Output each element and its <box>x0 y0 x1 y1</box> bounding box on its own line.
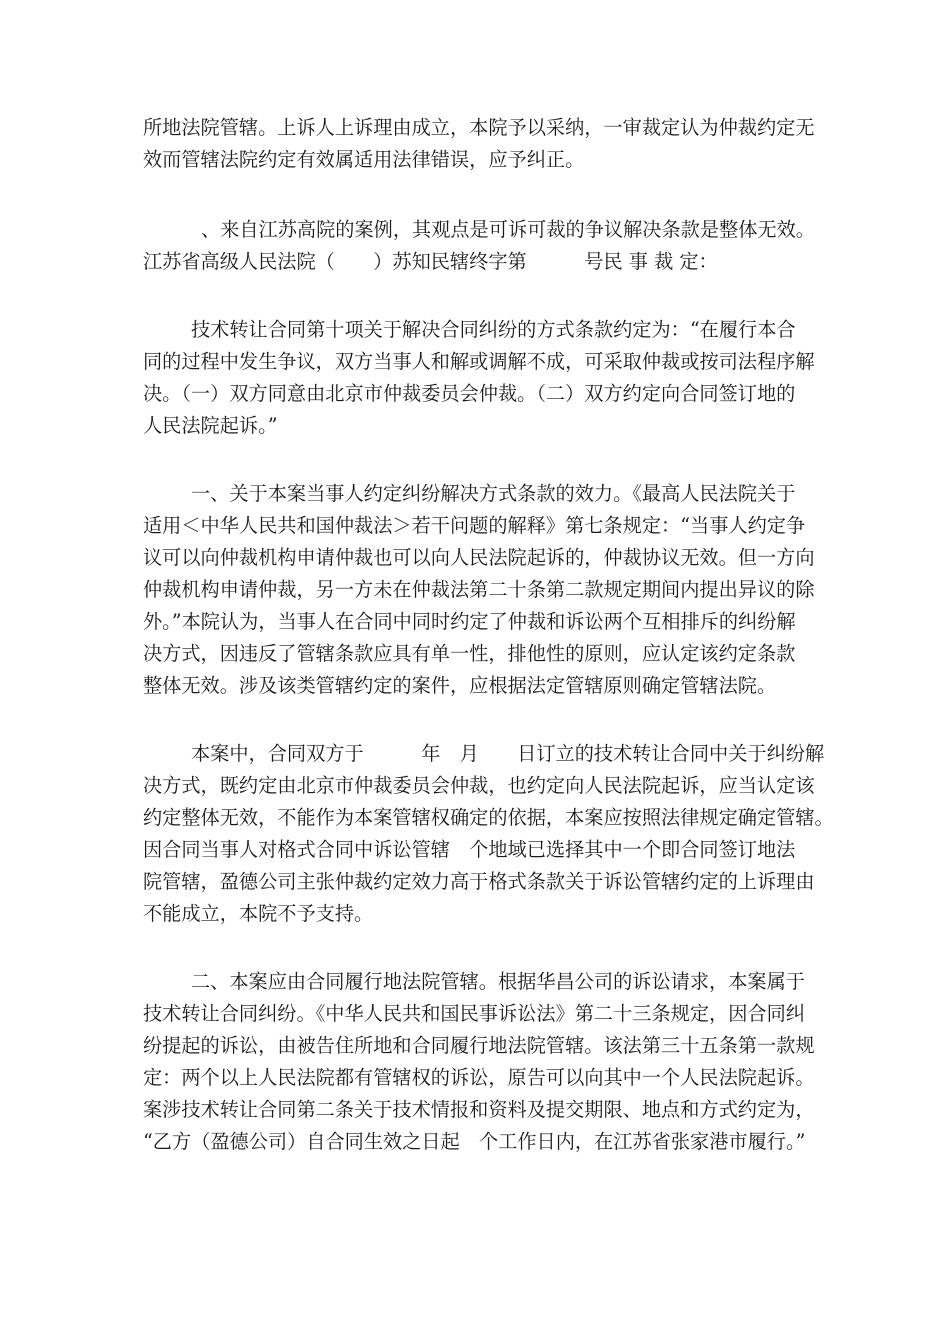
text-line: 同的过程中发生争议，双方当事人和解或调解不成，可采取仲裁或按司法程序解 <box>143 350 815 373</box>
text-line: 技术转让合同第十项关于解决合同纠纷的方式条款约定为：“在履行本合 <box>191 318 796 341</box>
text-line: 纷提起的诉讼，由被告住所地和合同履行地法院管辖。该法第三十五条第一款规 <box>143 1034 815 1057</box>
text-line: 案涉技术转让合同第二条关于技术情报和资料及提交期限、地点和方式约定为， <box>143 1098 815 1121</box>
paragraph <box>143 966 813 1158</box>
paragraph <box>143 214 813 278</box>
document-page <box>143 112 834 1158</box>
text-line: 技术转让合同纠纷。《中华人民共和国民事诉讼法》第二十三条规定，因合同纠 <box>143 1002 805 1025</box>
text-line: 因合同当事人对格式合同中诉讼管辖 个地域已选择其中一个即合同签订地法 <box>143 838 796 861</box>
paragraph <box>143 478 813 702</box>
text-line: 一、关于本案当事人约定纠纷解决方式条款的效力。《最高人民法院关于 <box>191 482 796 505</box>
paragraph <box>143 738 834 930</box>
text-line: 二、本案应由合同履行地法院管辖。根据华昌公司的诉讼请求，本案属于 <box>191 970 805 993</box>
text-line: 院管辖，盈德公司主张仲裁约定效力高于格式条款关于诉讼管辖约定的上诉理由 <box>143 870 815 893</box>
text-line: 所地法院管辖。上诉人上诉理由成立，本院予以采纳，一审裁定认为仲裁约定无 <box>143 116 815 139</box>
text-line: 江苏省高级人民法院（ ）苏知民辖终字第 号民 事 裁 定： <box>143 250 718 273</box>
text-line: 外。”本院认为，当事人在合同中同时约定了仲裁和诉讼两个互相排斥的纠纷解 <box>143 610 796 633</box>
text-line: 适用＜中华人民共和国仲裁法＞若干问题的解释》第七条规定：“当事人约定争 <box>143 514 806 537</box>
text-line: 决方式，因违反了管辖条款应具有单一性，排他性的原则，应认定该约定条款 <box>143 642 796 665</box>
text-line: 决方式，既约定由北京市仲裁委员会仲裁，也约定向人民法院起诉，应当认定该 <box>143 774 815 797</box>
text-line: 决。（一）双方同意由北京市仲裁委员会仲裁。（二）双方约定向合同签订地的 <box>143 382 796 405</box>
paragraph <box>143 314 813 442</box>
text-line: 效而管辖法院约定有效属适用法律错误，应予纠正。 <box>143 148 585 171</box>
text-line: 、来自江苏高院的案例，其观点是可诉可裁的争议解决条款是整体无效。 <box>201 218 815 241</box>
paragraph <box>143 112 813 176</box>
text-line: 不能成立，本院不予支持。 <box>143 902 374 925</box>
text-line: 人民法院起诉。” <box>143 414 278 437</box>
text-line: 定：两个以上人民法院都有管辖权的诉讼，原告可以向其中一个人民法院起诉。 <box>143 1066 815 1089</box>
text-line: 整体无效。涉及该类管辖约定的案件，应根据法定管辖原则确定管辖法院。 <box>143 674 777 697</box>
text-line: 议可以向仲裁机构申请仲裁也可以向人民法院起诉的，仲裁协议无效。但一方向 <box>143 546 815 569</box>
text-line: 仲裁机构申请仲裁，另一方未在仲裁法第二十条第二款规定期间内提出异议的除 <box>143 578 815 601</box>
text-line: 本案中，合同双方于 年 月 日订立的技术转让合同中关于纠纷解 <box>191 742 825 765</box>
text-line: “乙方（盈德公司）自合同生效之日起 个工作日内，在江苏省张家港市履行。” <box>143 1130 806 1153</box>
text-line: 约定整体无效，不能作为本案管辖权确定的依据，本案应按照法律规定确定管辖。 <box>143 806 834 829</box>
